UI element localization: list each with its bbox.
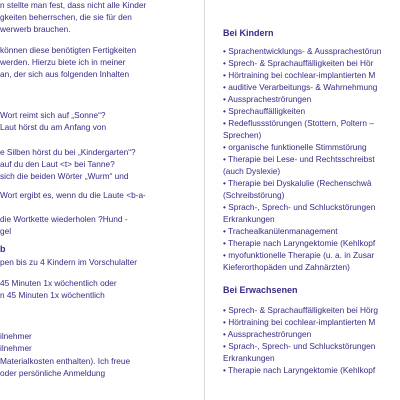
text-line: Wort reimt sich auf „Sonne“?	[0, 110, 106, 120]
text-line: oder persönliche Anmeldung	[0, 368, 106, 378]
text-line: ilnehmer	[0, 343, 32, 353]
list-item-continuation: Erkrankungen	[223, 353, 275, 363]
list-item: • Sprach-, Sprech- und Schluckstörungen	[223, 341, 376, 351]
text-line: werden. Hierzu biete ich in meiner	[0, 57, 126, 67]
text-line: ilnehmer	[0, 331, 32, 341]
text-line: gkeiten beherrschen, die sie für den	[0, 12, 132, 22]
text-line: Wort ergibt es, wenn du die Laute <b-a-	[0, 190, 146, 200]
text-line: 45 Minuten 1x wöchentlich oder	[0, 278, 117, 288]
list-item: • Hörtraining bei cochlear-implantierten M	[223, 317, 376, 327]
text-line: die Wortkette wiederholen ?Hund -	[0, 214, 128, 224]
text-line: sich die beiden Wörter „Wurm“ und	[0, 171, 129, 181]
text-line: können diese benötigten Fertigkeiten	[0, 45, 137, 55]
text-line: auf du den Laut <t> bei Tanne?	[0, 159, 115, 169]
text-line: pen bis zu 4 Kindern im Vorschulalter	[0, 257, 137, 267]
list-item-continuation: (auch Dyslexie)	[223, 166, 281, 176]
page-fold-divider	[204, 0, 205, 400]
list-item: • Sprachentwicklungs- & Aussprachestörun	[223, 46, 382, 56]
list-item-continuation: Sprechen)	[223, 130, 262, 140]
list-item: • organische funktionelle Stimmstörung	[223, 142, 367, 152]
list-item: • Sprech- & Sprachauffälligkeiten bei Hör	[223, 58, 374, 68]
text-line: gel	[0, 226, 12, 236]
list-item: • Hörtraining bei cochlear-implantierten M	[223, 70, 376, 80]
list-item: • Therapie bei Lese- und Rechtsschreibst	[223, 154, 375, 164]
list-item-continuation: (Schreibstörung)	[223, 190, 285, 200]
text-line: Laut hörst du am Anfang von	[0, 122, 107, 132]
list-item: • Trachealkanülenmanagement	[223, 226, 338, 236]
list-item: • Sprach-, Sprech- und Schluckstörungen	[223, 202, 376, 212]
list-item: • Ausspracheströrungen	[223, 94, 312, 104]
list-item: • Ausspracheströrungen	[223, 329, 312, 339]
heading-adults: Bei Erwachsenen	[223, 285, 298, 295]
text-line: an, der sich aus folgenden Inhalten	[0, 69, 130, 79]
list-item: • Therapie bei Dyskalulie (Rechenschwä	[223, 178, 372, 188]
list-item: • Therapie nach Laryngektomie (Kehlkopf	[223, 238, 376, 248]
list-item-continuation: Erkrankungen	[223, 214, 275, 224]
text-line: n 45 Minuten 1x wöchentlich	[0, 290, 105, 300]
text-line: Materialkosten enthalten). Ich freue	[0, 356, 131, 366]
text-line: e Silben hörst du bei „Kindergarten“?	[0, 147, 136, 157]
list-item: • myofunktionelle Therapie (u. a. in Zusar	[223, 250, 375, 260]
list-item: • Redeflussstörungen (Stottern, Poltern –	[223, 118, 374, 128]
text-line: n stellte man fest, dass nicht alle Kinder	[0, 0, 147, 10]
list-item: • Sprech- & Sprachauffälligkeiten bei Hörg	[223, 305, 378, 315]
list-item: • Sprechauffälligkeiten	[223, 106, 306, 116]
section-heading-fragment: b	[0, 244, 6, 254]
heading-children: Bei Kindern	[223, 28, 274, 38]
list-item: • auditive Verarbeitungs- & Wahrnehmung	[223, 82, 378, 92]
text-line: werwerb brauchen.	[0, 24, 71, 34]
list-item: • Therapie nach Laryngektomie (Kehlkopf	[223, 365, 376, 375]
right-page-column	[223, 0, 400, 400]
list-item-continuation: Kieferorthopäden und Zahnärzten)	[223, 262, 350, 272]
